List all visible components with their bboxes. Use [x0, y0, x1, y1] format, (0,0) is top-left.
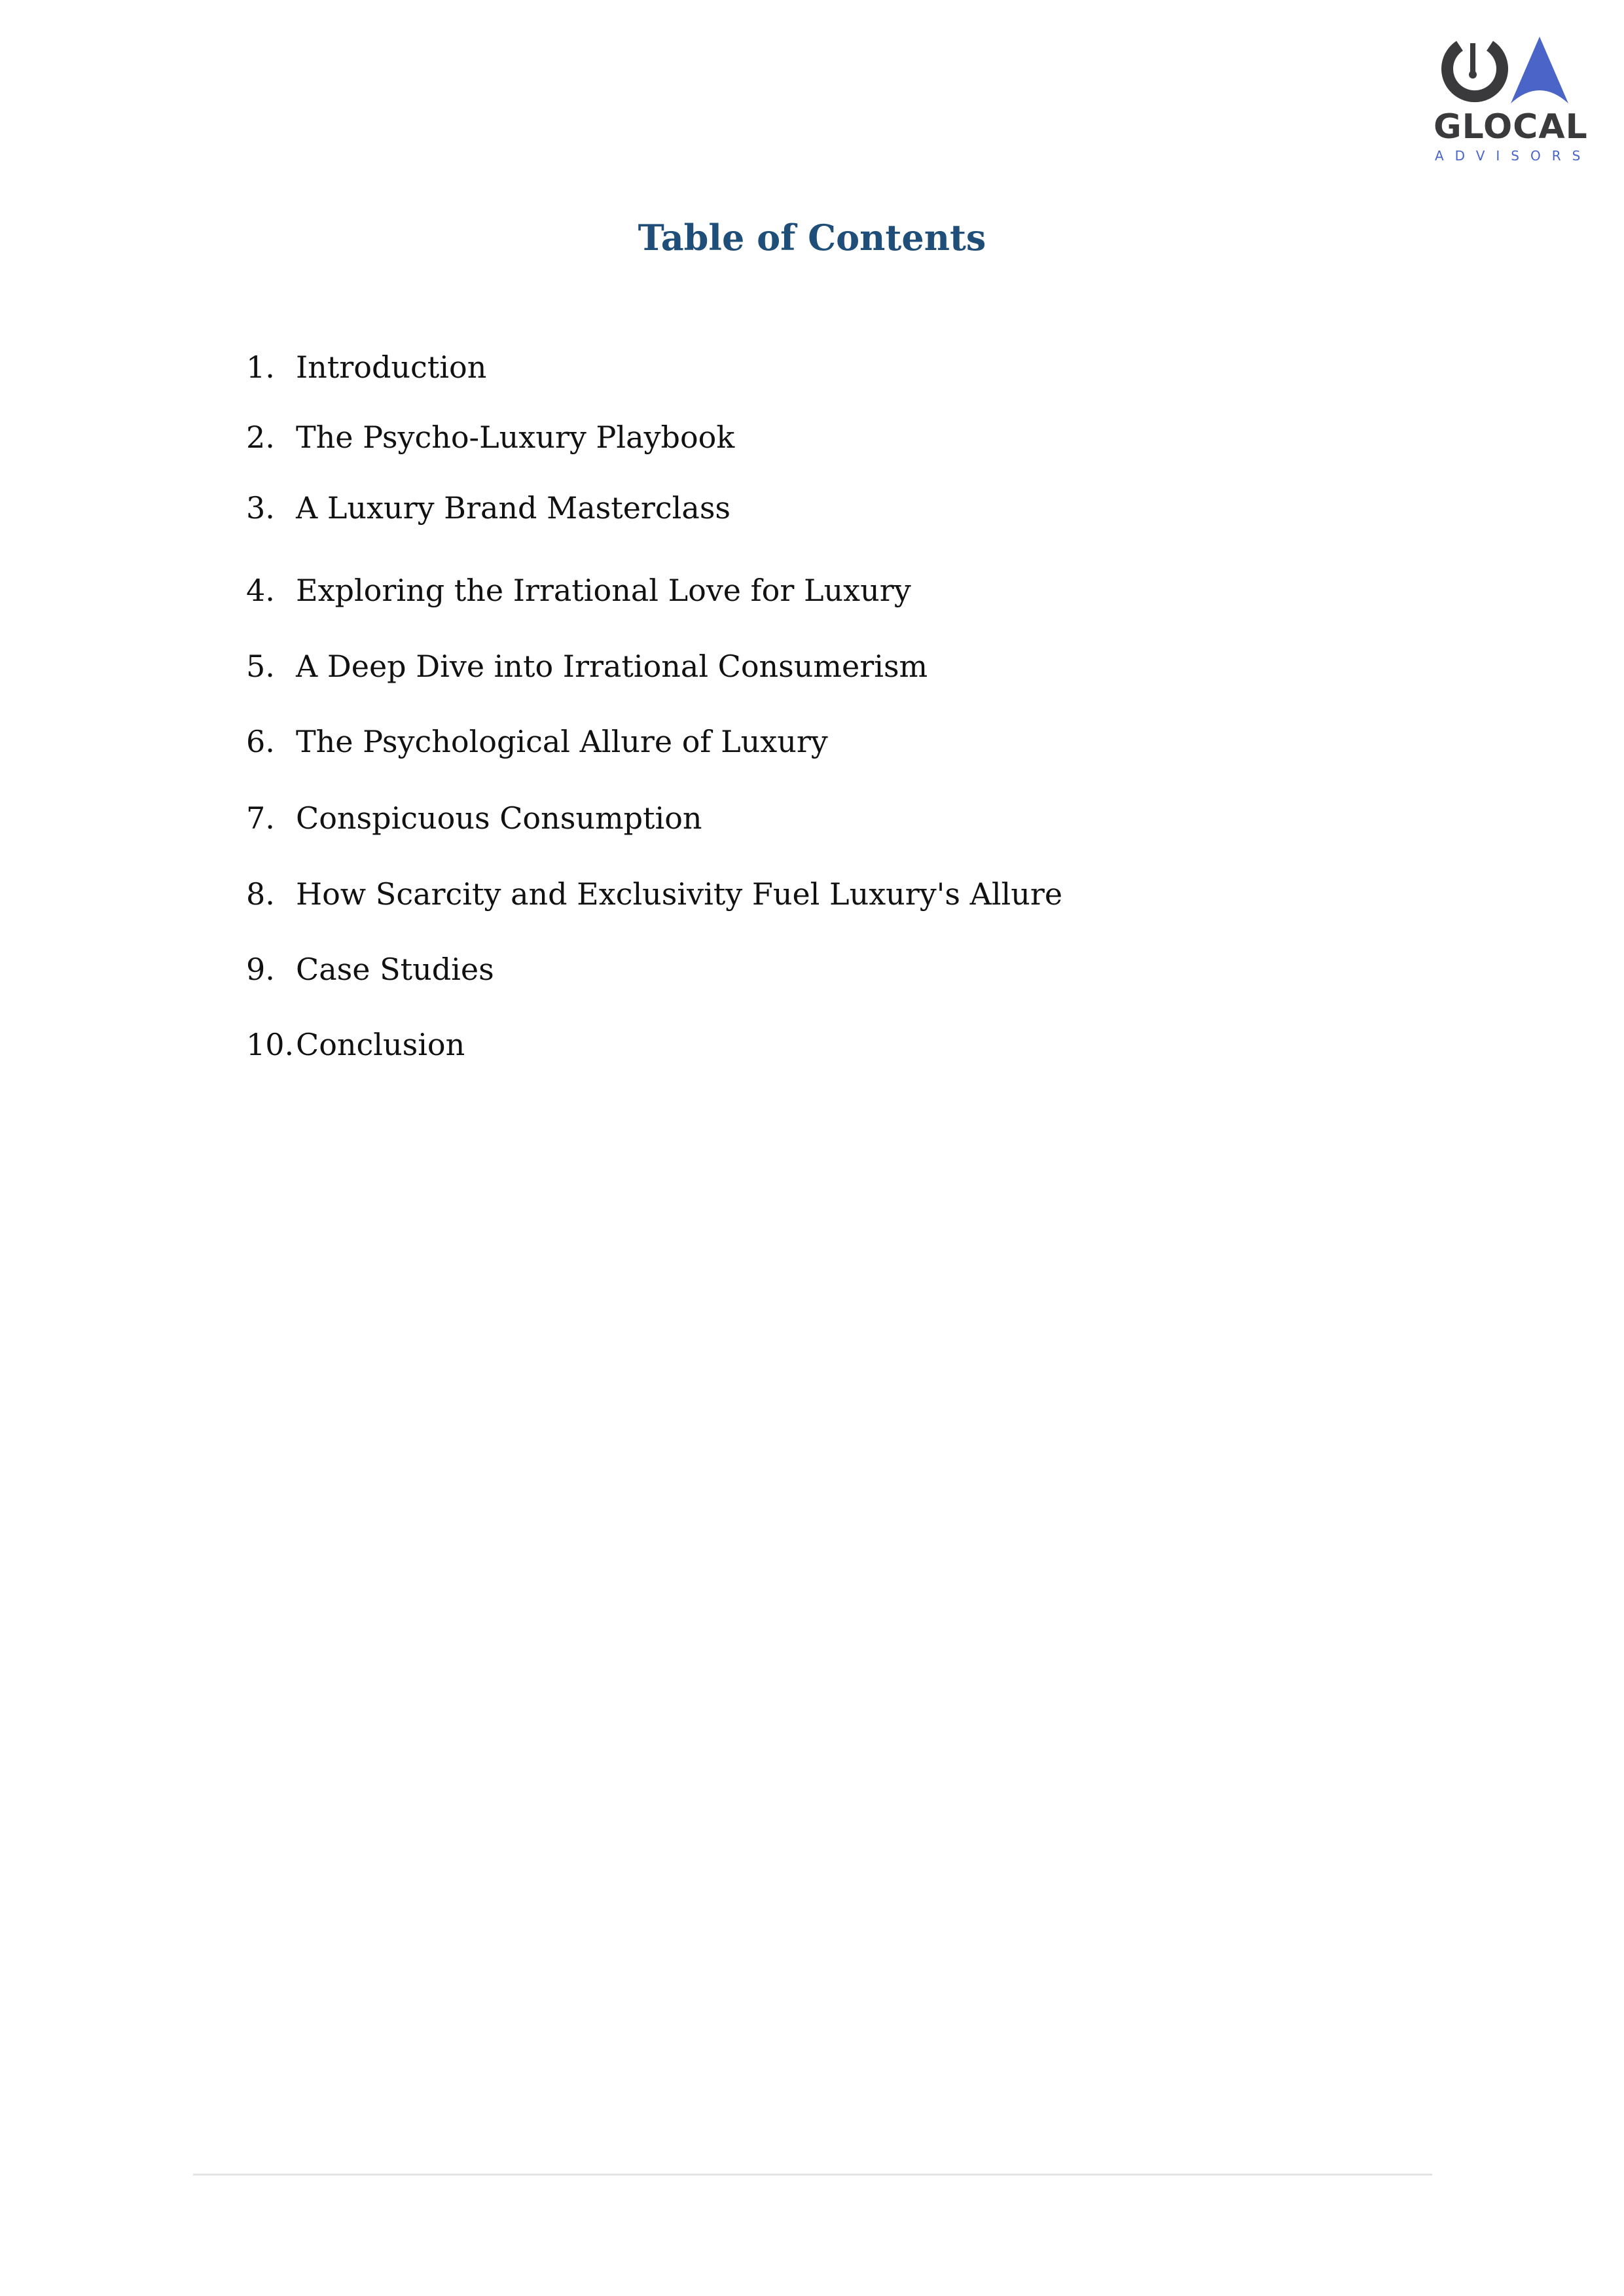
toc-item-number: 1.: [246, 350, 275, 385]
toc-item-number: 3.: [246, 490, 275, 526]
toc-item-label: How Scarcity and Exclusivity Fuel Luxury's Allure: [296, 876, 1063, 912]
toc-item-label: Conspicuous Consumption: [296, 800, 702, 836]
toc-item-label: The Psychological Allure of Luxury: [296, 724, 828, 759]
toc-item[interactable]: [246, 490, 731, 526]
toc-item[interactable]: [246, 1027, 465, 1062]
toc-item[interactable]: [246, 952, 494, 987]
toc-item-number: 9.: [246, 952, 275, 987]
toc-item-label: A Luxury Brand Masterclass: [296, 490, 731, 526]
toc-item-label: A Deep Dive into Irrational Consumerism: [296, 649, 928, 684]
logo-wordmark: GLOCAL: [1434, 107, 1588, 147]
toc-item-label: The Psycho-Luxury Playbook: [296, 420, 735, 455]
toc-item-number: 7.: [246, 800, 275, 836]
company-logo: [1434, 31, 1592, 169]
toc-item-label: Conclusion: [296, 1027, 465, 1062]
toc-item-number: 8.: [246, 876, 275, 912]
toc-item-number: 2.: [246, 420, 275, 455]
toc-item[interactable]: [246, 649, 928, 684]
toc-item[interactable]: [246, 876, 1063, 912]
toc-item-number: 5.: [246, 649, 275, 684]
toc-item-label: Introduction: [296, 350, 487, 385]
toc-item-number: 4.: [246, 573, 275, 608]
toc-item[interactable]: [246, 573, 911, 608]
logo-subtitle: ADVISORS: [1435, 148, 1592, 164]
footer-divider: [193, 2174, 1432, 2176]
toc-item[interactable]: [246, 420, 735, 455]
toc-item[interactable]: [246, 726, 828, 757]
toc-item[interactable]: [246, 800, 702, 836]
page-title: Table of Contents: [638, 217, 986, 259]
toc-item-label: Case Studies: [296, 952, 494, 987]
logo-mark-icon: [1434, 31, 1588, 110]
toc-item-number: 10.: [246, 1027, 295, 1062]
toc-item-number: 6.: [246, 724, 275, 759]
toc-item-label: Exploring the Irrational Love for Luxury: [296, 573, 911, 608]
toc-item[interactable]: [246, 350, 487, 385]
